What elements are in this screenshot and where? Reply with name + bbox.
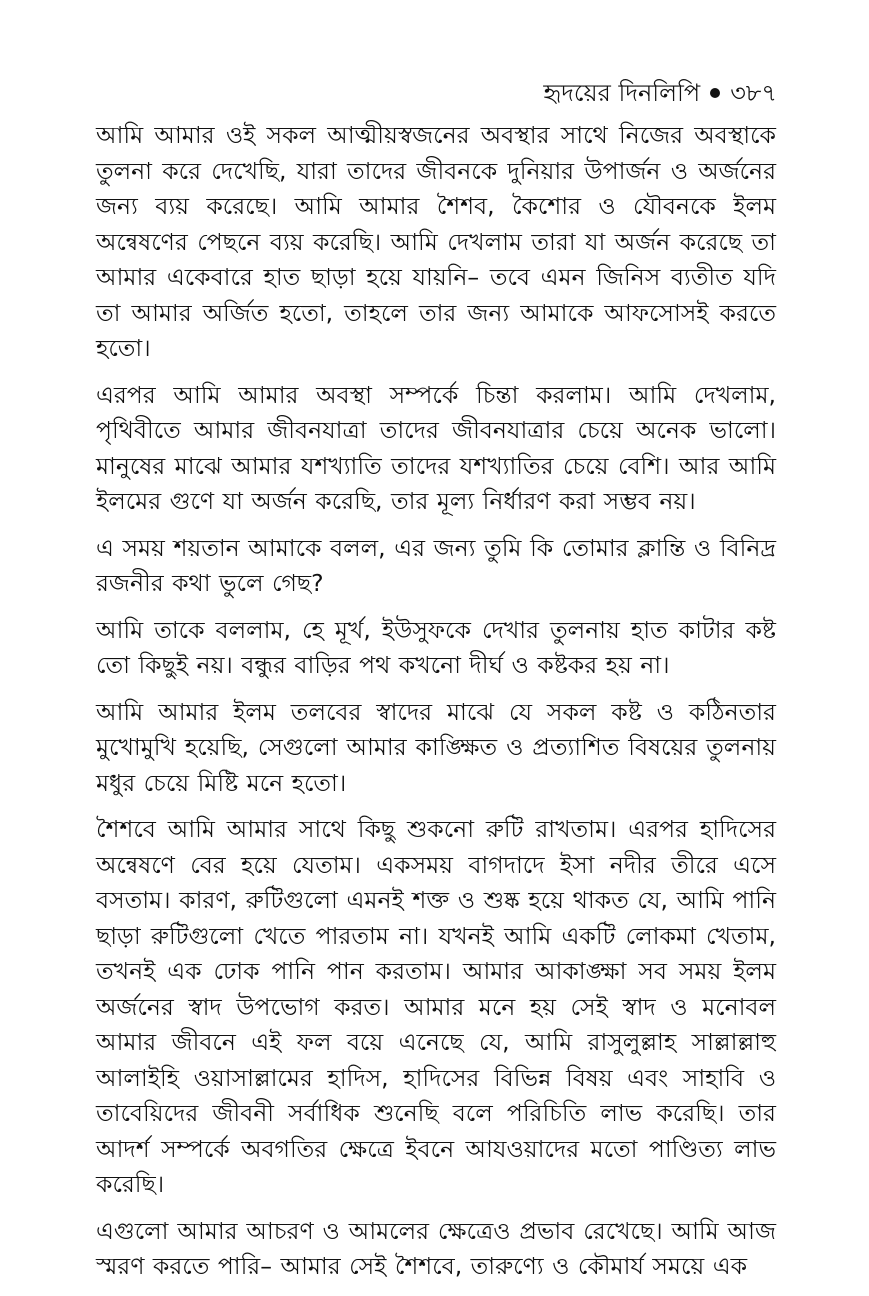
- paragraph-4: আমি তাকে বললাম, হে মূর্খ, ইউসুফকে দেখার তুলনায় হাত কাটার কষ্ট তো কিছুই নয়। বন্ধুর বাড়ির পথ কখনো দীর্ঘ ও কষ্টকর হয় না।: [96, 615, 776, 679]
- book-title: হৃদয়ের দিনলিপি: [543, 79, 701, 107]
- bullet-dot-icon: [710, 88, 720, 98]
- paragraph-3: এ সময় শয়তান আমাকে বলল, এর জন্য তুমি কি তোমার ক্লান্তি ও বিনিদ্র রজনীর কথা ভুলে গেছ?: [96, 533, 776, 597]
- paragraph-7: এগুলো আমার আচরণ ও আমলের ক্ষেত্রেও প্রভাব রেখেছে। আমি আজ স্মরণ করতে পারি– আমার সেই শৈশবে, তারুণ্যে ও কৌমার্য সময়ে এক: [96, 1216, 776, 1280]
- paragraph-5: আমি আমার ইলম তলবের স্বাদের মাঝে যে সকল কষ্ট ও কঠিনতার মুখোমুখি হয়েছি, সেগুলো আমার কাঙ্ক্ষিত ও প্রত্যাশিত বিষয়ের তুলনায় মধুর চেয়ে মিষ্টি মনে হতো।: [96, 697, 776, 797]
- page-body: [96, 118, 776, 1296]
- page-number: ৩৮৭: [730, 79, 777, 107]
- paragraph-2: এরপর আমি আমার অবস্থা সম্পর্কে চিন্তা করলাম। আমি দেখলাম, পৃথিবীতে আমার জীবনযাত্রা তাদের জীবনযাত্রার চেয়ে অনেক ভালো। মানুষের মাঝে আমার যশখ্যাতি তাদের যশখ্যাতির চেয়ে বেশি। আর আমি ইলমের গুণে যা অর্জন করেছি, তার মূল্য নির্ধারণ করা সম্ভব নয়।: [96, 380, 776, 515]
- paragraph-1: আমি আমার ওই সকল আত্মীয়স্বজনের অবস্থার সাথে নিজের অবস্থাকে তুলনা করে দেখেছি, যারা তাদের জীবনকে দুনিয়ার উপার্জন ও অর্জনের জন্য ব্যয় করেছে। আমি আমার শৈশব, কৈশোর ও যৌবনকে ইলম অন্বেষণের পেছনে ব্যয় করেছি। আমি দেখলাম তারা যা অর্জন করেছে তা আমার একেবারে হাত ছাড়া হয়ে যায়নি– তবে এমন জিনিস ব্যতীত যদি তা আমার অর্জিত হতো, তাহলে তার জন্য আমাকে আফসোসই করতে হতো।: [96, 121, 776, 362]
- running-header: [543, 78, 777, 108]
- paragraph-6: শৈশবে আমি আমার সাথে কিছু শুকনো রুটি রাখতাম। এরপর হাদিসের অন্বেষণে বের হয়ে যেতাম। একসময় বাগদাদে ইসা নদীর তীরে এসে বসতাম। কারণ, রুটিগুলো এমনই শক্ত ও শুষ্ক হয়ে থাকত যে, আমি পানি ছাড়া রুটিগুলো খেতে পারতাম না। যখনই আমি একটি লোকমা খেতাম, তখনই এক ঢোক পানি পান করতাম। আমার আকাঙ্ক্ষা সব সময় ইলম অর্জনের স্বাদ উপভোগ করত। আমার মনে হয় সেই স্বাদ ও মনোবল আমার জীবনে এই ফল বয়ে এনেছে যে, আমি রাসুলুল্লাহ সাল্লাল্লাহু আলাইহি ওয়াসাল্লামের হাদিস, হাদিসের বিভিন্ন বিষয় এবং সাহাবি ও তাবেয়িদের জীবনী সর্বাধিক শুনেছি বলে পরিচিতি লাভ করেছি। তার আদর্শ সম্পর্কে অবগতির ক্ষেত্রে ইবনে আযওয়াদের মতো পাণ্ডিত্য লাভ করেছি।: [96, 815, 776, 1198]
